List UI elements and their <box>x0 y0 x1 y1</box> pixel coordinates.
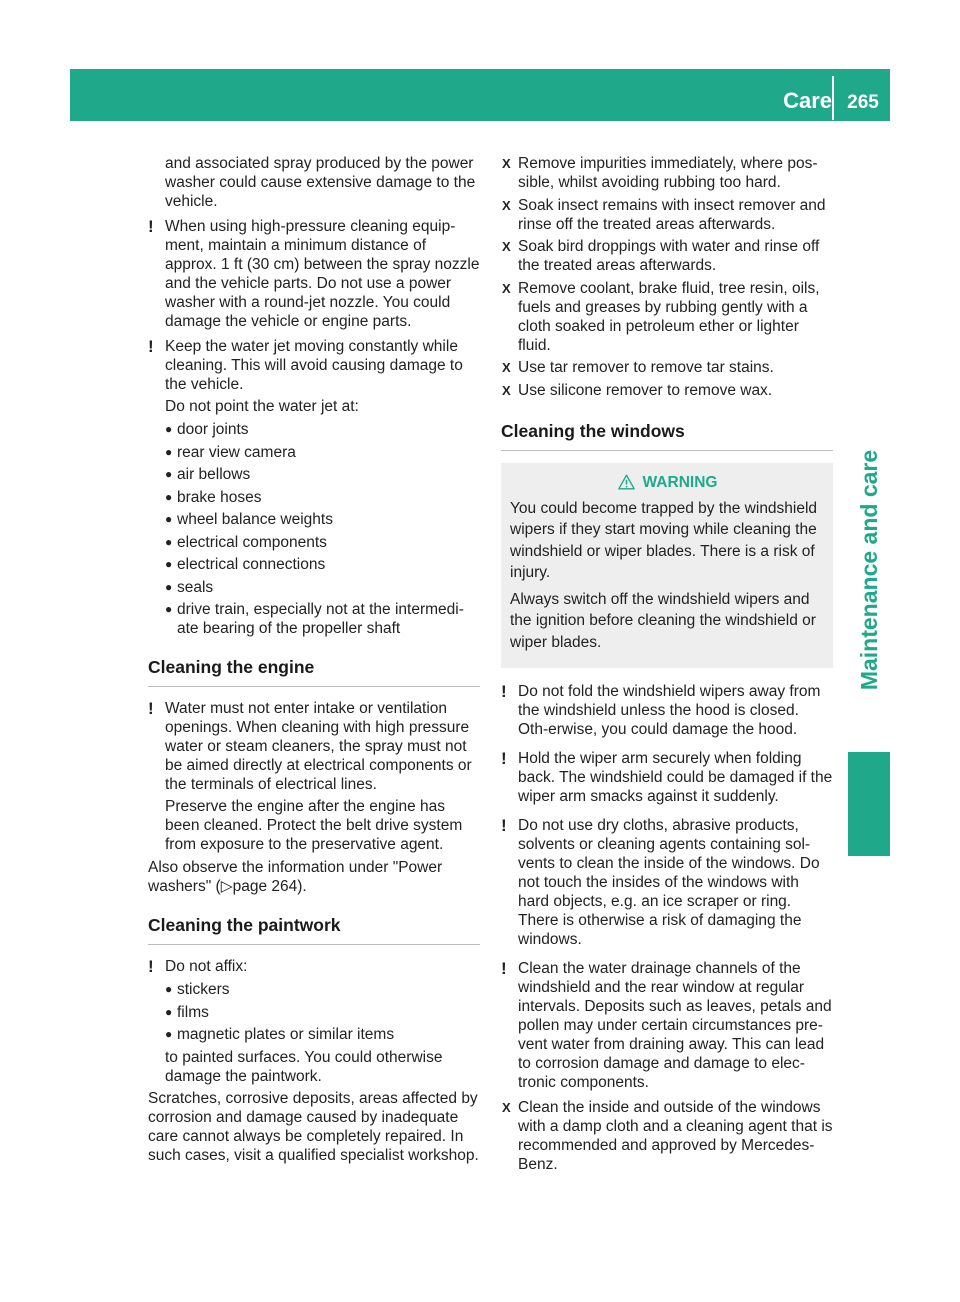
step-arrow-icon: X <box>502 197 511 213</box>
step-item: X Soak insect remains with insect remover and rinse off the treated areas afterwards. <box>502 196 826 233</box>
page-number: 265 <box>847 92 879 113</box>
bullet-icon: ● <box>165 579 173 594</box>
paint-paragraph: Scratches, corrosive deposits, areas affected by corrosion and damage caused by inadequate care cannot always be completely repaired. In such cases, visit a qualified specialist workshop. <box>148 1089 479 1164</box>
jet-avoid-list <box>148 420 480 638</box>
note-water-jet <box>148 337 480 416</box>
caution-icon: ! <box>501 959 507 978</box>
step-arrow-icon: X <box>502 360 511 375</box>
heading-cleaning-paintwork: Cleaning the paintwork <box>148 914 480 945</box>
list-item: ● brake hoses <box>165 488 262 506</box>
warning-triangle-icon <box>618 474 635 490</box>
header-bar <box>70 69 890 121</box>
note-paint <box>148 957 480 976</box>
step-item: X Use tar remover to remove tar stains. <box>502 359 774 376</box>
bullet-icon: ● <box>165 557 173 571</box>
paint-note-after: to painted surfaces. You could otherwise damage the paintwork. <box>165 1048 443 1085</box>
note-text: Clean the water drainage channels of the windshield and the rear window at regular intervals. Deposits such as leaves, petals and pollen may under certain circumstances pre-vent water from draining away. This can lead to corrosion damage and damage to elec-tronic components. <box>518 960 832 1091</box>
note-text: Water must not enter intake or ventilation openings. When cleaning with high pressure water or steam cleaners, the spray must not be aimed directly at electrical components or the terminals of electrical lines. <box>165 700 472 793</box>
warning-box <box>501 463 833 669</box>
bullet-icon: ● <box>165 422 173 436</box>
side-chapter-label: Maintenance and care <box>856 449 882 691</box>
list-item: ● magnetic plates or similar items <box>165 1026 395 1043</box>
note-text: Do not affix: <box>165 958 248 975</box>
engine-paragraph: Also observe the information under "Power washers" (▷page 264). <box>148 859 443 895</box>
intro-line: washer could cause extensive damage to the <box>165 174 476 191</box>
note-dry-cloths <box>501 816 833 949</box>
step-item: X Soak bird droppings with water and rinse off the treated areas afterwards. <box>502 238 820 274</box>
list-item: ● rear view camera <box>165 443 296 461</box>
caution-icon: ! <box>148 217 154 236</box>
list-item: ● drive train, especially not at the intermedi-ate bearing of the propeller shaft <box>165 601 464 637</box>
step-item: X Remove coolant, brake fluid, tree resin, oils, fuels and greases by rubbing gently with a cloth soaked in petroleum ether or lighter fluid. <box>502 279 820 354</box>
paint-avoid-list <box>148 980 480 1044</box>
header-divider <box>832 76 834 120</box>
bullet-icon: ● <box>165 1004 173 1019</box>
caution-icon: ! <box>148 957 154 976</box>
side-chapter-marker <box>848 752 890 856</box>
section-title: Care <box>783 88 832 113</box>
note-text: Keep the water jet moving constantly while cleaning. This will avoid causing damage to the vehicle. <box>165 338 463 393</box>
step-arrow-icon: X <box>502 239 511 254</box>
bullet-icon: ● <box>165 467 173 481</box>
left-column <box>148 154 480 1168</box>
step-item: X Remove impurities immediately, where pos-sible, whilst avoiding rubbing too hard. <box>502 155 818 191</box>
warning-text: Always switch off the windshield wipers and the ignition before cleaning the windshield or wiper blades. <box>510 590 816 651</box>
note-wiper-fold <box>501 682 833 739</box>
list-item: ● wheel balance weights <box>165 511 333 528</box>
list-item: ● electrical components <box>165 533 327 551</box>
note-text: Preserve the engine after the engine has been cleaned. Protect the belt drive system from exposure to the preservative agent. <box>165 798 463 853</box>
list-item: ● door joints <box>165 421 249 438</box>
note-text: When using high-pressure cleaning equip-ment, maintain a minimum distance of approx. 1 ft (30 cm) between the spray nozzle and the vehicle parts. Do not use a power washer with a round-jet nozzle. You could damage the vehicle or engine parts. <box>165 218 480 330</box>
note-subtext: Do not point the water jet at: <box>165 398 359 415</box>
bullet-icon: ● <box>165 534 173 549</box>
step-item: X Use silicone remover to remove wax. <box>502 381 773 399</box>
step-arrow-icon: X <box>502 1100 511 1115</box>
bullet-icon: ● <box>165 512 173 526</box>
list-item: ● electrical connections <box>165 556 326 573</box>
note-text: Do not fold the windshield wipers away from the windshield unless the hood is closed. Oth-erwise, you could damage the hood. <box>518 683 821 738</box>
caution-icon: ! <box>501 682 507 701</box>
list-item: ● seals <box>165 578 214 596</box>
bullet-icon: ● <box>165 1027 173 1041</box>
right-column <box>501 154 833 1178</box>
note-engine <box>148 699 480 854</box>
list-item: ● films <box>165 1003 209 1021</box>
heading-cleaning-windows: Cleaning the windows <box>501 420 833 451</box>
caution-icon: ! <box>148 337 154 356</box>
caution-icon: ! <box>148 699 154 718</box>
caution-icon: ! <box>501 749 507 768</box>
step-arrow-icon: X <box>502 382 511 398</box>
step-arrow-icon: X <box>502 156 511 171</box>
warning-header <box>510 473 825 492</box>
bullet-icon: ● <box>165 489 173 504</box>
intro-line: vehicle. <box>165 193 218 210</box>
intro-text <box>148 154 480 211</box>
warning-title: WARNING <box>642 473 718 491</box>
caution-icon: ! <box>501 816 507 835</box>
note-wiper-arm <box>501 749 833 806</box>
note-drainage <box>501 959 833 1092</box>
list-item: ● air bellows <box>165 466 251 483</box>
note-text: Hold the wiper arm securely when folding back. The windshield could be damaged if the wiper arm smacks against it suddenly. <box>518 750 833 805</box>
bullet-icon: ● <box>165 444 173 459</box>
step-arrow-icon: X <box>502 280 511 296</box>
page-ref-arrow-icon: ▷ <box>220 878 233 895</box>
heading-cleaning-engine: Cleaning the engine <box>148 656 480 687</box>
list-item: ● stickers <box>165 981 230 998</box>
warning-text: You could become trapped by the windshield wipers if they start moving while cleaning the windshield or wiper blades. There is a risk of injury. <box>510 499 818 581</box>
note-high-pressure <box>148 217 480 331</box>
intro-line: and associated spray produced by the power <box>165 155 474 172</box>
bullet-icon: ● <box>165 982 173 996</box>
bullet-icon: ● <box>165 602 173 616</box>
note-text: Do not use dry cloths, abrasive products, solvents or cleaning agents containing sol-vents to clean the inside of the windows. Do not touch the insides of the windows with hard objects, e.g. an ice scraper or ring. There is otherwise a risk of damaging the windows. <box>518 817 820 948</box>
step-item: X Clean the inside and outside of the windows with a damp cloth and a cleaning agent that is recommended and approved by Mercedes-Benz. <box>502 1099 833 1173</box>
page-ref-link[interactable]: page 264). <box>232 878 307 895</box>
